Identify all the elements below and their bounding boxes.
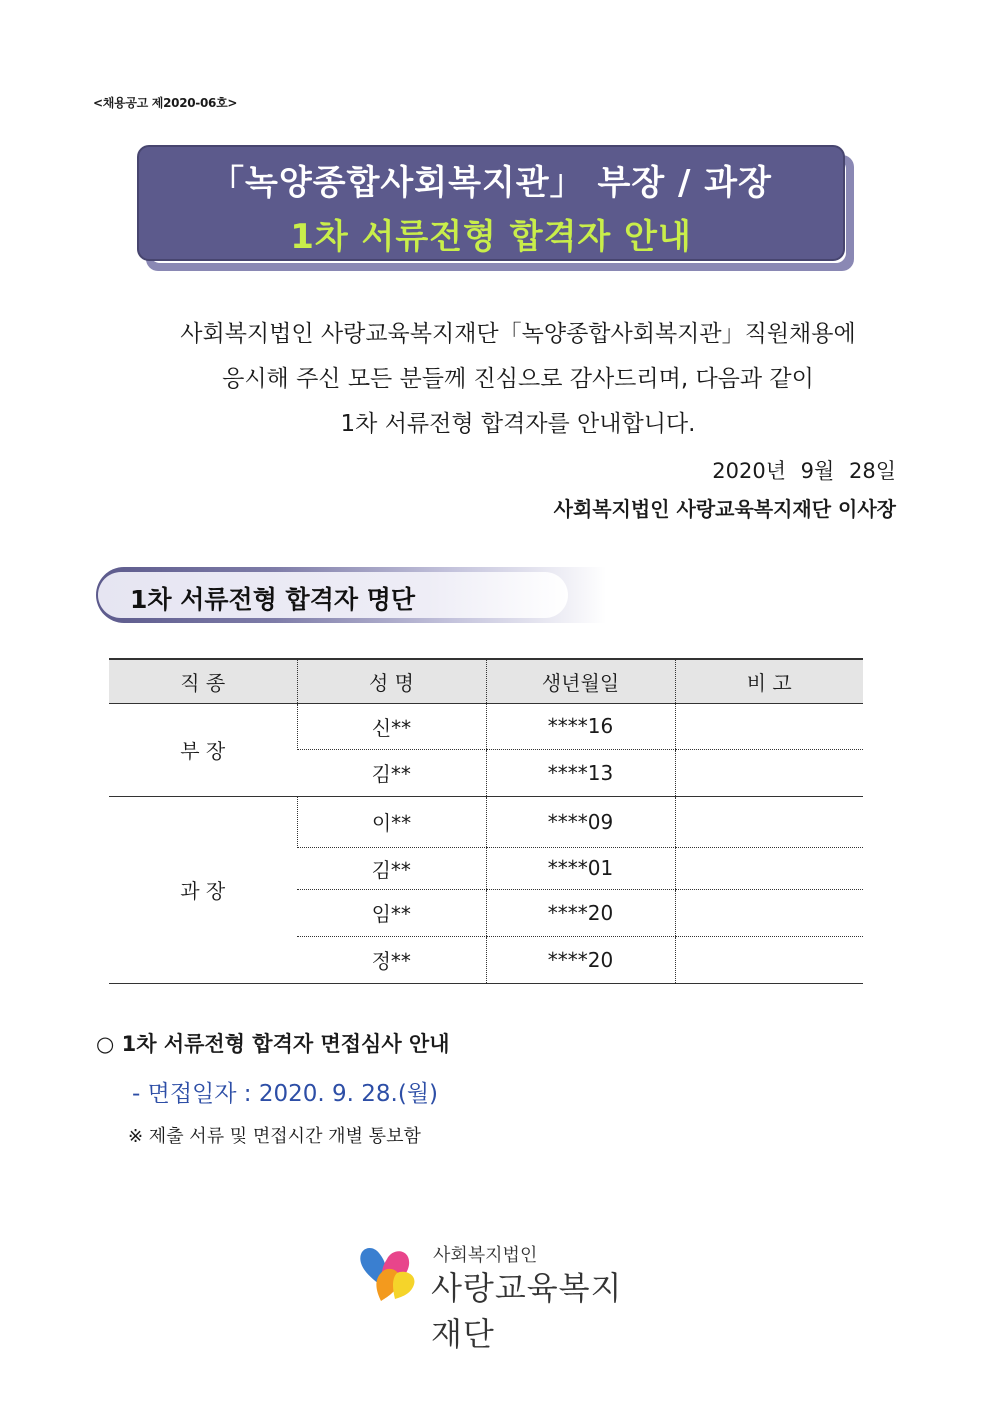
notice-number: <채용공고 제2020-06호>: [93, 96, 238, 110]
birth-cell: ****20: [486, 936, 675, 983]
table-header-row: [109, 659, 863, 703]
signer: 사회복지법인 사랑교육복지재단 이사장: [553, 497, 896, 521]
name-cell: 김**: [297, 749, 486, 796]
roster-table: [109, 658, 863, 984]
table-row: [109, 796, 863, 847]
note-cell: [675, 749, 863, 796]
section-heading-inner: [98, 572, 568, 618]
birth-cell: ****09: [486, 796, 675, 847]
section-heading: 1차 서류전형 합격자 명단: [130, 585, 416, 614]
page-subtitle: 1차 서류전형 합격자 안내: [290, 217, 692, 257]
interview-note: ※ 제출 서류 및 면접시간 개별 통보함: [128, 1126, 421, 1147]
interview-date: - 면접일자 : 2020. 9. 28.(월): [132, 1081, 439, 1107]
name-cell: 임**: [297, 889, 486, 936]
note-cell: [675, 936, 863, 983]
header-note: 비 고: [675, 659, 863, 703]
note-cell: [675, 889, 863, 936]
section-heading-bar: [96, 567, 606, 623]
foundation-logo: [357, 1239, 647, 1353]
position-cell: 부 장: [109, 703, 297, 796]
intro-paragraph: [110, 312, 926, 447]
intro-line-1: 사회복지법인 사랑교육복지재단「녹양종합사회복지관」직원채용에: [180, 321, 856, 347]
name-cell: 김**: [297, 847, 486, 889]
logo-subtitle: 사회복지법인: [433, 1245, 538, 1266]
table-row: [109, 703, 863, 749]
birth-cell: ****16: [486, 703, 675, 749]
intro-line-2: 응시해 주신 모든 분들께 진심으로 감사드리며, 다음과 같이: [222, 366, 814, 392]
name-cell: 신**: [297, 703, 486, 749]
intro-line-3: 1차 서류전형 합격자를 안내합니다.: [340, 411, 696, 437]
birth-cell: ****13: [486, 749, 675, 796]
header-name: 성 명: [297, 659, 486, 703]
note-cell: [675, 796, 863, 847]
logo-name: 사랑교육복지재단: [431, 1269, 623, 1353]
page-title: 「녹양종합사회복지관」 부장 / 과장: [210, 163, 772, 203]
name-cell: 이**: [297, 796, 486, 847]
position-cell: 과 장: [109, 796, 297, 983]
announcement-date: 2020년 9월 28일: [712, 459, 896, 483]
note-cell: [675, 847, 863, 889]
title-box: [137, 145, 845, 261]
birth-cell: ****20: [486, 889, 675, 936]
name-cell: 정**: [297, 936, 486, 983]
header-position: 직 종: [109, 659, 297, 703]
birth-cell: ****01: [486, 847, 675, 889]
header-birth: 생년월일: [486, 659, 675, 703]
interview-heading: ○ 1차 서류전형 합격자 면접심사 안내: [96, 1032, 450, 1056]
note-cell: [675, 703, 863, 749]
hearts-logo-icon: [357, 1239, 423, 1303]
